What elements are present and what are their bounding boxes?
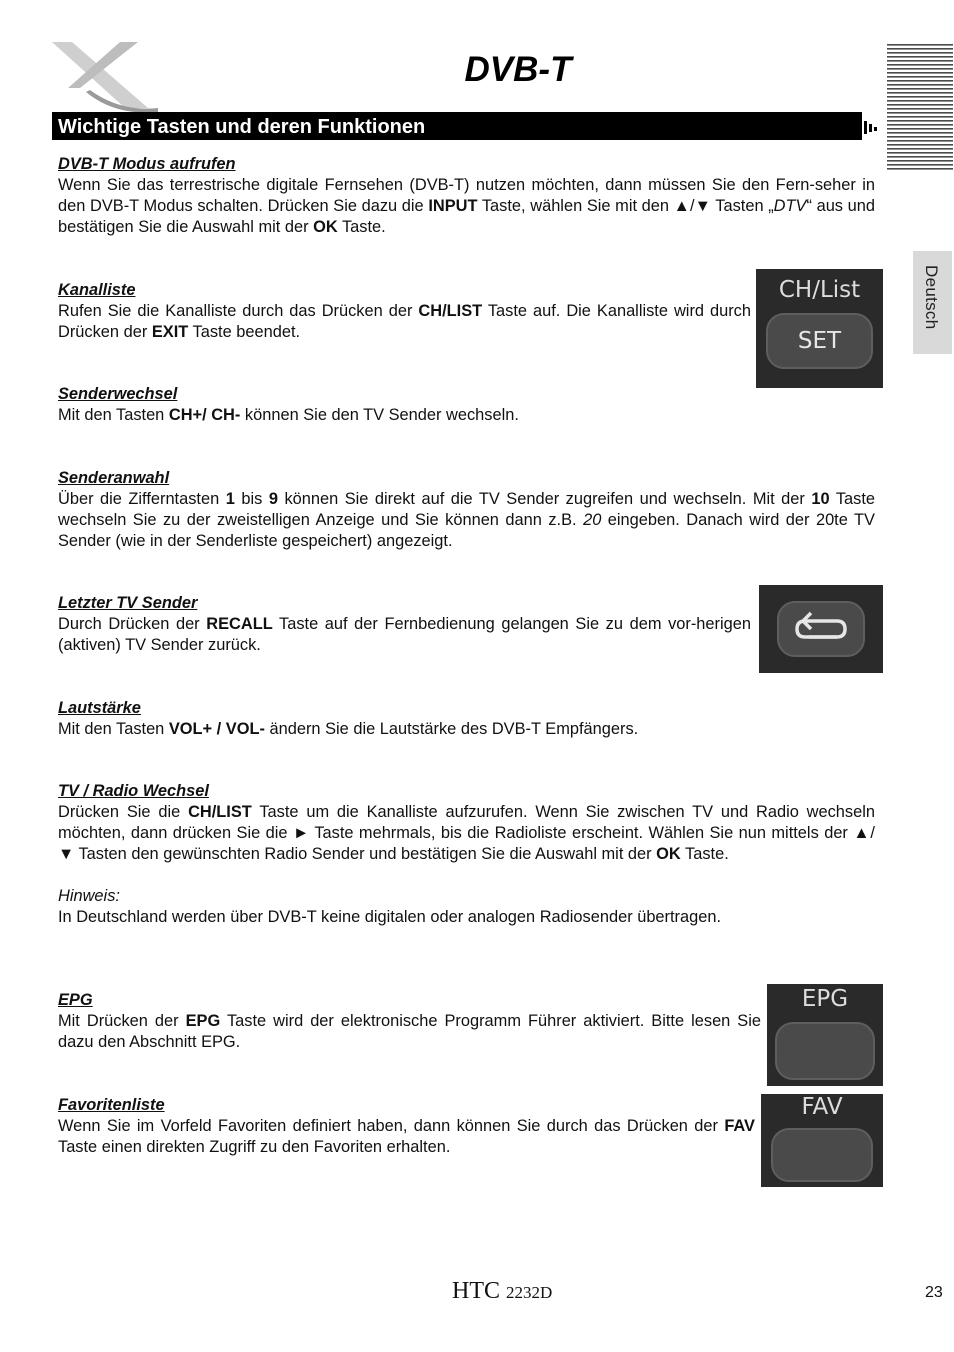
- text-epg: Mit Drücken der EPG Taste wird der elektronische Programm Führer aktiviert. Bitte lesen Sie dazu den Abschnitt EPG.: [58, 1012, 761, 1051]
- heading-epg: EPG: [58, 991, 93, 1009]
- section-channel-switch: [58, 384, 875, 426]
- section-channel-list: [58, 280, 751, 343]
- text-last-channel: Durch Drücken der RECALL Taste auf der Fernbedienung gelangen Sie zu dem vor-herigen (aktiven) TV Sender zurück.: [58, 615, 751, 654]
- decorative-stripes: [887, 44, 953, 172]
- heading-channel-list: Kanalliste: [58, 281, 136, 299]
- heading-dvbt-mode: DVB-T Modus aufrufen: [58, 155, 236, 173]
- section-tv-radio: [58, 781, 875, 928]
- section-heading: Wichtige Tasten und deren Funktionen: [52, 112, 862, 140]
- section-dvbt-mode: [58, 154, 875, 238]
- remote-fav-caption: FAV: [801, 1094, 843, 1120]
- heading-volume: Lautstärke: [58, 699, 141, 717]
- remote-fav-button: [771, 1128, 873, 1182]
- heading-tv-radio: TV / Radio Wechsel: [58, 782, 209, 800]
- recall-icon: [791, 609, 851, 649]
- section-volume: [58, 698, 875, 740]
- remote-chlist-caption: CH/List: [778, 277, 861, 303]
- section-last-channel: [58, 593, 751, 656]
- section-favorites: [58, 1095, 755, 1158]
- footer-model: HTC 2232D: [452, 1278, 553, 1304]
- remote-recall-button: [777, 601, 865, 657]
- text-channel-list: Rufen Sie die Kanalliste durch das Drücken der CH/LIST Taste auf. Die Kanalliste wird durch Drücken der EXIT Taste beendet.: [58, 302, 751, 341]
- page-title: DVB-T: [464, 50, 572, 89]
- text-favorites: Wenn Sie im Vorfeld Favoriten definiert haben, dann können Sie durch das Drücken der FAV Taste einen direkten Zugriff zu den Favoriten erhalten.: [58, 1117, 755, 1156]
- remote-epg-caption: EPG: [801, 986, 849, 1012]
- section-channel-select: [58, 468, 875, 552]
- remote-recall-image: [759, 585, 883, 673]
- language-tab-label: Deutsch: [922, 265, 941, 330]
- section-bar-pattern: [844, 110, 884, 142]
- heading-last-channel: Letzter TV Sender: [58, 594, 198, 612]
- section-epg: [58, 990, 761, 1053]
- text-channel-switch: Mit den Tasten CH+/ CH- können Sie den TV Sender wechseln.: [58, 406, 519, 424]
- text-channel-select: Über die Zifferntasten 1 bis 9 können Sie direkt auf die TV Sender zugreifen und wechseln. Mit der 10 Taste wechseln Sie zu der zweistelligen Anzeige und Sie können dann z.B. 20 eingeben. Danach wird der 20te TV Sender (wie in der Senderliste gespeichert) angezeigt.: [58, 490, 876, 550]
- language-tab: [913, 251, 952, 354]
- text-dvbt-mode: Wenn Sie das terrestrische digitale Fernsehen (DVB-T) nutzen möchten, dann müssen Sie den Fern-seher in den DVB-T Modus schalten. Drücken Sie dazu die INPUT Taste, wählen Sie mit den ▲/▼ Tasten „DTV“ aus und bestätigen Sie die Auswahl mit der OK Taste.: [58, 176, 875, 236]
- remote-epg-image: [767, 984, 883, 1086]
- text-volume: Mit den Tasten VOL+ / VOL- ändern Sie die Lautstärke des DVB-T Empfängers.: [58, 720, 639, 738]
- remote-chlist-image: [756, 269, 883, 388]
- remote-epg-button: [775, 1022, 875, 1080]
- hint-label: Hinweis:: [58, 887, 120, 905]
- heading-channel-switch: Senderwechsel: [58, 385, 178, 403]
- page-number: 23: [925, 1284, 943, 1301]
- text-tv-radio: Drücken Sie die CH/LIST Taste um die Kanalliste aufzurufen. Wenn Sie zwischen TV und Radio wechseln möchten, dann drücken Sie die ► Taste mehrmals, bis die Radioliste erscheint. Wählen Sie nun mittels der ▲/▼ Tasten den gewünschten Radio Sender und bestätigen Sie die Auswahl mit der OK Taste.: [58, 803, 875, 863]
- remote-set-button: SET: [766, 313, 873, 369]
- heading-favorites: Favoritenliste: [58, 1096, 165, 1114]
- remote-fav-image: [761, 1094, 883, 1187]
- heading-channel-select: Senderanwahl: [58, 469, 170, 487]
- hint-text: In Deutschland werden über DVB-T keine digitalen oder analogen Radiosender übertragen.: [58, 908, 722, 926]
